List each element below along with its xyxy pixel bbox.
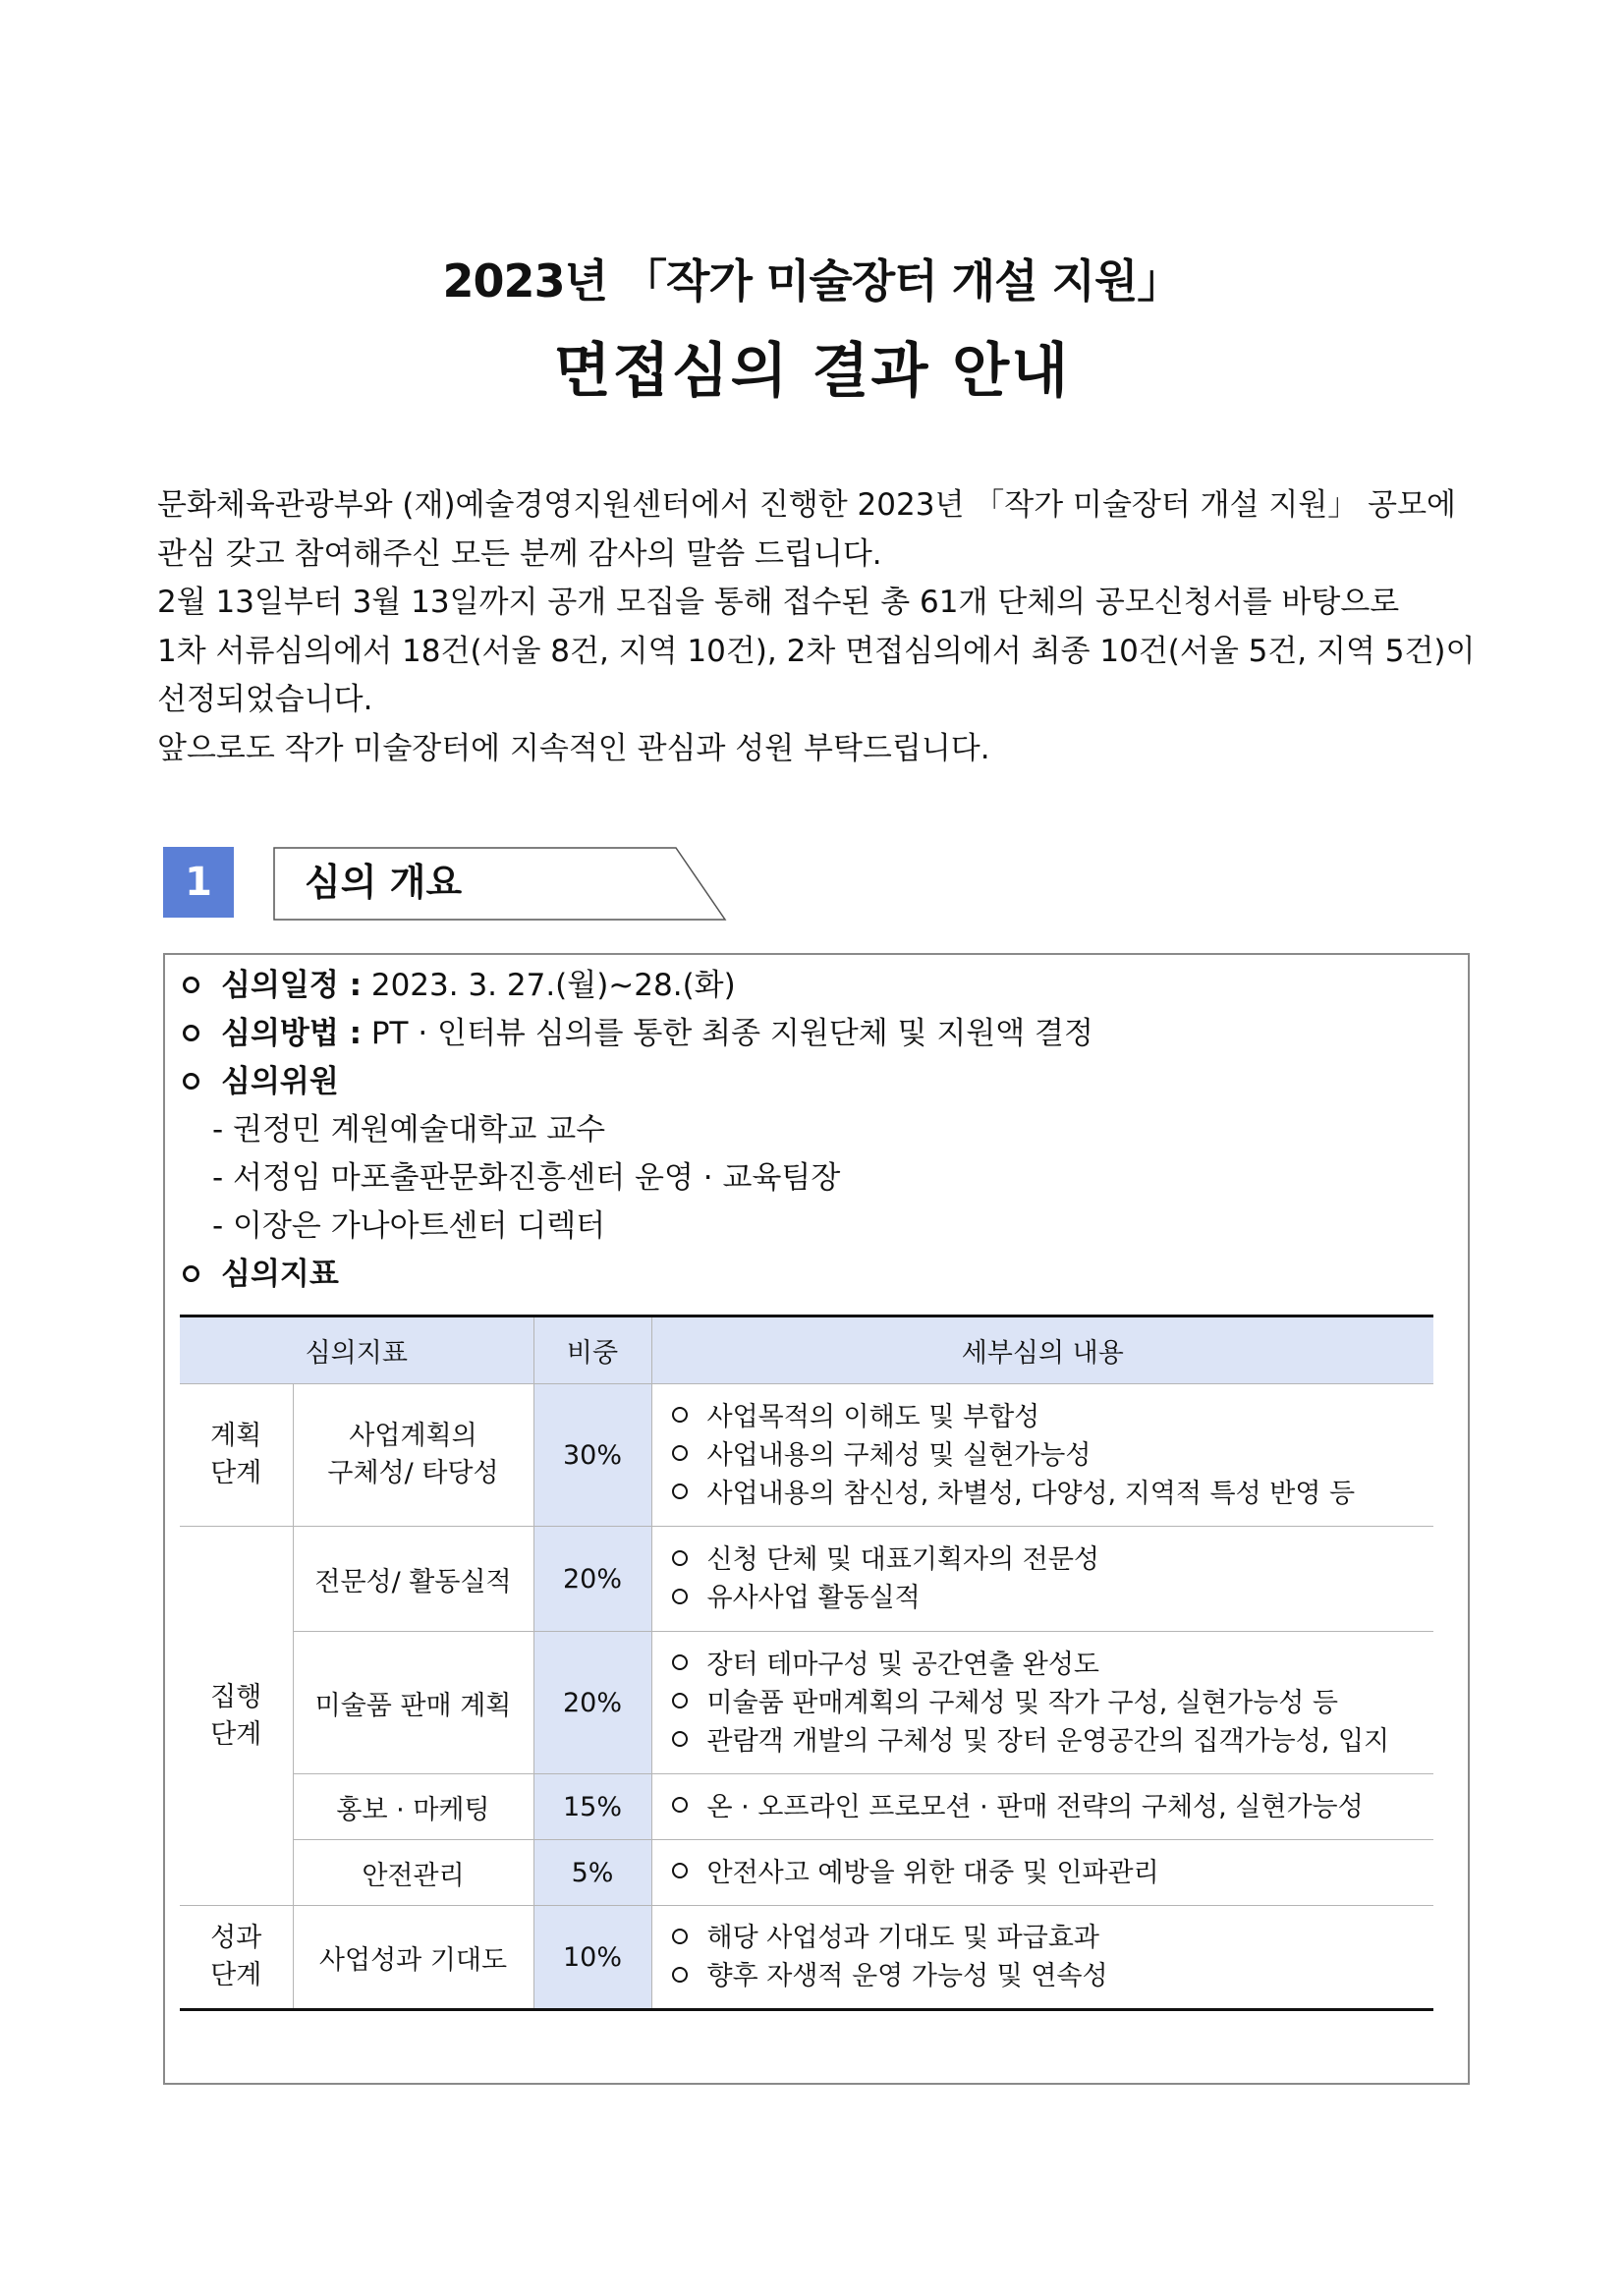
detail-text: 유사사업 활동실적 [706, 1583, 921, 1613]
detail-line [672, 1475, 1434, 1513]
criteria-name: 전문성/ 활동실적 [293, 1527, 533, 1632]
section-number-badge: 1 [163, 847, 234, 918]
detail-text: 사업내용의 참신성, 차별성, 다양성, 지역적 특성 반영 등 [706, 1478, 1356, 1509]
method-label: 심의방법 : [221, 1016, 362, 1051]
criteria-name: 사업성과 기대도 [293, 1906, 533, 2010]
detail-line [672, 1579, 1434, 1617]
detail-bullet-icon [672, 1654, 688, 1670]
table-row [180, 1840, 1433, 1906]
detail-text: 온 · 오프라인 프로모션 · 판매 전략의 구체성, 실현가능성 [706, 1791, 1364, 1822]
detail-bullet-icon [672, 1550, 688, 1566]
criteria-weight: 20% [533, 1527, 651, 1632]
stage-cell [180, 1527, 293, 1906]
criteria-details [651, 1632, 1433, 1774]
table-header-row [180, 1316, 1433, 1384]
detail-bullet-icon [672, 1967, 688, 1983]
table-row [180, 1384, 1433, 1527]
detail-bullet-icon [672, 1445, 688, 1461]
bullet-circle-icon [183, 1073, 199, 1090]
detail-bullet-icon [672, 1797, 688, 1813]
criteria-weight: 15% [533, 1774, 651, 1840]
detail-line [672, 1684, 1434, 1722]
table-row [180, 1632, 1433, 1774]
criteria-item [183, 1252, 339, 1297]
document-title: 2023년 「작가 미술장터 개설 지원」 [442, 254, 1182, 308]
detail-bullet-icon [672, 1407, 688, 1423]
detail-text: 신청 단체 및 대표기획자의 전문성 [706, 1544, 1099, 1575]
detail-text: 사업목적의 이해도 및 부합성 [706, 1401, 1040, 1432]
detail-line [672, 1646, 1434, 1684]
detail-bullet-icon [672, 1589, 688, 1604]
table-row [180, 1774, 1433, 1840]
detail-line [672, 1540, 1434, 1579]
stage-plan: 계획 단계 [210, 1421, 262, 1488]
detail-text: 해당 사업성과 기대도 및 파급효과 [706, 1923, 1099, 1953]
detail-line [672, 1854, 1434, 1892]
detail-text: 장터 테마구성 및 공간연출 완성도 [706, 1649, 1099, 1680]
criteria-details [651, 1527, 1433, 1632]
schedule-label: 심의일정 : [221, 968, 362, 1003]
method-item [183, 1011, 1093, 1056]
detail-text: 관람객 개발의 구체성 및 장터 운영공간의 집객가능성, 입지 [706, 1725, 1390, 1757]
detail-line [672, 1788, 1434, 1826]
criteria-name-text: 사업계획의 구체성/ 타당성 [327, 1421, 499, 1488]
detail-bullet-icon [672, 1863, 688, 1878]
criteria-weight: 5% [533, 1840, 651, 1906]
bullet-circle-icon [183, 1265, 199, 1282]
criteria-details [651, 1840, 1433, 1906]
intro-line: 2월 13일부터 3월 13일까지 공개 모집을 통해 접수된 총 61개 단체의 공모신청서를 바탕으로 [157, 585, 1400, 620]
criteria-weight: 20% [533, 1632, 651, 1774]
committee-label: 심의위원 [221, 1064, 339, 1099]
criteria-name: 홍보 · 마케팅 [293, 1774, 533, 1840]
intro-line: 선정되었습니다. [157, 682, 373, 717]
criteria-table [180, 1315, 1433, 2011]
stage-cell [180, 1906, 293, 2010]
header-details: 세부심의 내용 [651, 1316, 1433, 1384]
method-value: PT · 인터뷰 심의를 통한 최종 지원단체 및 지원액 결정 [370, 1016, 1093, 1051]
detail-line [672, 1436, 1434, 1475]
stage-result: 성과 단계 [210, 1923, 262, 1990]
detail-bullet-icon [672, 1731, 688, 1747]
detail-line [672, 1398, 1434, 1436]
committee-item [183, 1059, 339, 1104]
stage-exec: 집행 단계 [210, 1681, 262, 1750]
header-criteria: 심의지표 [180, 1316, 533, 1384]
criteria-weight: 10% [533, 1906, 651, 2010]
criteria-name: 미술품 판매 계획 [293, 1632, 533, 1774]
detail-bullet-icon [672, 1693, 688, 1708]
intro-line: 관심 갖고 참여해주신 모든 분께 감사의 말씀 드립니다. [157, 535, 882, 572]
document-subtitle: 면접심의 결과 안내 [553, 337, 1071, 406]
detail-bullet-icon [672, 1929, 688, 1944]
header-weight: 비중 [533, 1316, 651, 1384]
criteria-weight: 30% [533, 1384, 651, 1527]
intro-line: 앞으로도 작가 미술장터에 지속적인 관심과 성원 부탁드립니다. [157, 730, 990, 766]
criteria-details [651, 1384, 1433, 1527]
intro-paragraph [157, 481, 1479, 773]
criteria-details [651, 1906, 1433, 2010]
detail-line [672, 1957, 1434, 1995]
table-row [180, 1906, 1433, 2010]
bullet-circle-icon [183, 1025, 199, 1041]
intro-line: 1차 서류심의에서 18건(서울 8건, 지역 10건), 2차 면접심의에서 최종 10건(서울 5건, 지역 5건)이 [157, 633, 1476, 669]
criteria-label: 심의지표 [221, 1257, 339, 1292]
overview-box [163, 953, 1470, 2085]
criteria-name: 안전관리 [293, 1840, 533, 1906]
committee-member: - 서정임 마포출판문화진흥센터 운영 · 교육팀장 [212, 1160, 841, 1196]
detail-bullet-icon [672, 1484, 688, 1499]
schedule-item [183, 963, 736, 1008]
detail-text: 미술품 판매계획의 구체성 및 작가 구성, 실현가능성 등 [706, 1687, 1338, 1718]
stage-cell [180, 1384, 293, 1527]
criteria-details [651, 1774, 1433, 1840]
committee-member: - 이장은 가나아트센터 디렉터 [212, 1208, 606, 1244]
intro-line: 문화체육관광부와 (재)예술경영지원센터에서 진행한 2023년 「작가 미술장터 개설 지원」 공모에 [157, 487, 1456, 523]
bullet-circle-icon [183, 977, 199, 993]
detail-text: 사업내용의 구체성 및 실현가능성 [706, 1439, 1092, 1471]
section-title-tab [273, 847, 727, 921]
detail-text: 안전사고 예방을 위한 대중 및 인파관리 [706, 1857, 1159, 1888]
detail-line [672, 1919, 1434, 1957]
criteria-name [293, 1384, 533, 1527]
committee-member: - 권정민 계원예술대학교 교수 [212, 1112, 606, 1148]
detail-text: 향후 자생적 운영 가능성 및 연속성 [706, 1961, 1108, 1991]
table-row [180, 1527, 1433, 1632]
schedule-value: 2023. 3. 27.(월)~28.(화) [370, 968, 736, 1003]
section-title: 심의 개요 [305, 861, 463, 904]
detail-line [672, 1722, 1434, 1761]
